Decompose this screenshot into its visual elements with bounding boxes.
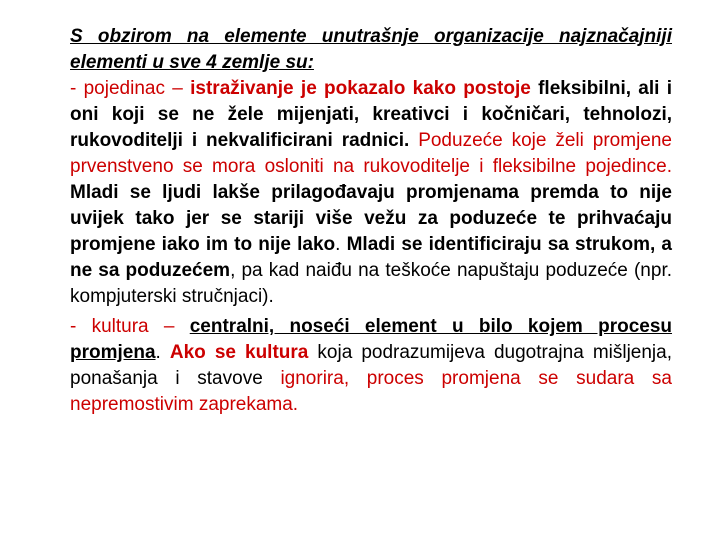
p1-young-identify: Mladi se identificiraju sa strukom, a ne sa poduzećem	[70, 234, 672, 281]
p2-separator: .	[155, 342, 170, 363]
p1-leave-company: , pa kad naiđu na teškoće napuštaju poduzeće (npr. kompjuterski stručnjaci).	[70, 260, 673, 307]
p2-culture-def: koja podrazumijeva dugotrajna mišljenja, ponašanja i stavove	[70, 342, 673, 389]
p1-bullet: - pojedinac –	[70, 78, 191, 99]
p1-young-adapt: Mladi se ljudi lakše prilagođavaju promjenama premda to nije uvijek tako jer se stariji više vežu za poduzeće te prihvaćaju promjene iako im to nije lako	[70, 182, 672, 255]
paragraph-kultura	[70, 314, 672, 418]
p2-central-element: centralni, noseći element u bilo kojem procesu promjena	[70, 316, 673, 363]
p2-if-culture: Ako se kultura	[169, 342, 309, 363]
heading: S obzirom na elemente unutrašnje organizacije najznačajniji elementi u sve 4 zemlje su:	[70, 26, 672, 73]
p2-consequence: ignorira, proces promjena se sudara sa nepremostivim zaprekama.	[70, 368, 672, 415]
p1-company-reliance: Poduzeće koje želi promjene prvenstveno se mora osloniti na rukovoditelje i fleksibilne pojedince.	[70, 130, 672, 177]
p1-separator: .	[335, 234, 347, 255]
slide-text-body	[70, 24, 672, 418]
paragraph-pojedinac	[70, 76, 672, 310]
p1-research-finding: istraživanje je pokazalo kako postoje	[190, 78, 531, 99]
p1-employee-types: fleksibilni, ali i oni koji se ne žele mijenjati, kreativci i kočničari, tehnolozi, rukovoditelji i nekvalificirani radnici.	[70, 78, 673, 151]
p2-bullet: - kultura –	[70, 316, 190, 337]
